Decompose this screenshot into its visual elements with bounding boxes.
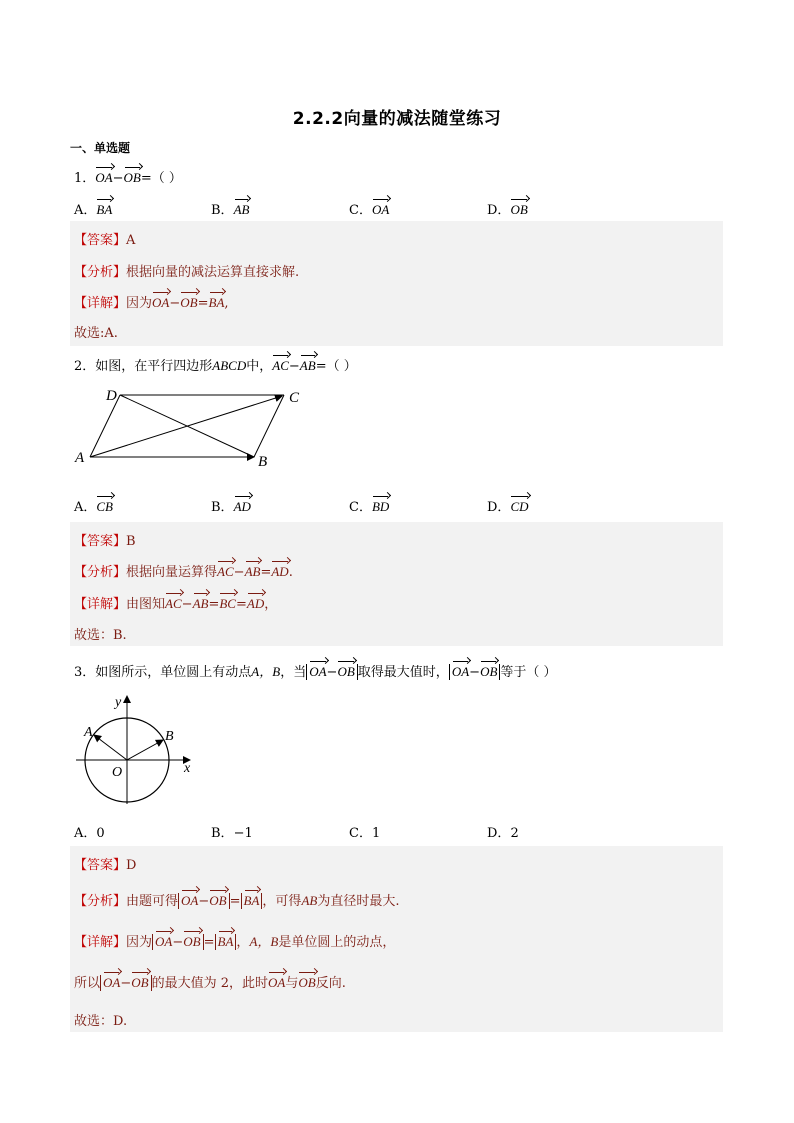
- q1-option-a[interactable]: A．BA: [74, 202, 113, 218]
- label-a: A: [84, 725, 93, 740]
- label-b: B: [258, 454, 268, 470]
- q2-answer: 【答案】B: [74, 534, 136, 549]
- label-d: D: [106, 388, 117, 404]
- q1-option-b[interactable]: B．AB: [211, 202, 250, 218]
- question-1-stem: 1．OA−OB=（ ）: [74, 170, 182, 186]
- q2-conclusion: 故选：B.: [74, 628, 127, 643]
- label-c: C: [289, 390, 300, 406]
- label-a: A: [75, 450, 85, 466]
- label-x: x: [184, 761, 191, 776]
- q1-conclusion: 故选:A.: [74, 326, 118, 341]
- q2-option-a[interactable]: A．CB: [74, 499, 114, 515]
- q1-option-d[interactable]: D．OB: [487, 202, 528, 218]
- q1-detail: 【详解】因为OA−OB=BA,: [74, 295, 229, 311]
- q2-detail: 【详解】由图知AC−AB=BC=AD，: [74, 596, 278, 612]
- vector-ob: [127, 740, 163, 760]
- q2-option-c[interactable]: C．BD: [349, 499, 390, 515]
- q1-option-c[interactable]: C．OA: [349, 202, 390, 218]
- q3-option-d[interactable]: D．2: [487, 826, 519, 841]
- q3-conclusion: 故选：D.: [74, 1014, 128, 1029]
- question-2-stem: 2．如图，在平行四边形ABCD中，AC−AB=（ ）: [74, 358, 357, 374]
- side-ad: [90, 395, 120, 457]
- q1-answer: 【答案】A: [74, 233, 136, 248]
- q3-detail: 【详解】因为 OA−OB = BA ，A，B是单位圆上的动点，: [74, 934, 396, 950]
- vector-ac: [90, 396, 282, 457]
- q2-option-d[interactable]: D．CD: [487, 499, 529, 515]
- q3-answer: 【答案】D: [74, 858, 137, 873]
- q3-option-a[interactable]: A．0: [74, 826, 105, 841]
- q2-solution-box: [70, 522, 723, 646]
- parallelogram-figure: [70, 380, 310, 475]
- q2-analysis: 【分析】根据向量运算得AC−AB=AD.: [74, 564, 293, 580]
- label-b: B: [165, 729, 174, 744]
- question-3-stem: 3．如图所示，单位圆上有动点A，B，当 OA−OB 取得最大值时， OA−OB 等于（ ）: [74, 664, 557, 680]
- q1-analysis: 【分析】根据向量的减法运算直接求解.: [74, 265, 300, 280]
- section-heading: 一、单选题: [70, 141, 131, 155]
- diagonal-db: [120, 395, 254, 457]
- label-o: O: [112, 765, 123, 780]
- label-y: y: [115, 695, 122, 710]
- q1-solution-box: [70, 221, 723, 346]
- page-title: 2.2.2向量的减法随堂练习: [292, 109, 502, 129]
- q3-analysis: 【分析】由题可得 OA−OB = BA ，可得AB为直径时最大.: [74, 893, 400, 909]
- q3-option-b[interactable]: B．−1: [211, 826, 253, 841]
- q3-option-c[interactable]: C．1: [349, 826, 381, 841]
- unit-circle-figure: [70, 690, 200, 808]
- side-cb: [254, 395, 284, 457]
- vector-oa: [94, 735, 127, 760]
- q2-option-b[interactable]: B．AD: [211, 499, 251, 515]
- q3-detail-line2: 所以 OA−OB 的最大值为 2，此时OA与OB反向.: [74, 975, 346, 991]
